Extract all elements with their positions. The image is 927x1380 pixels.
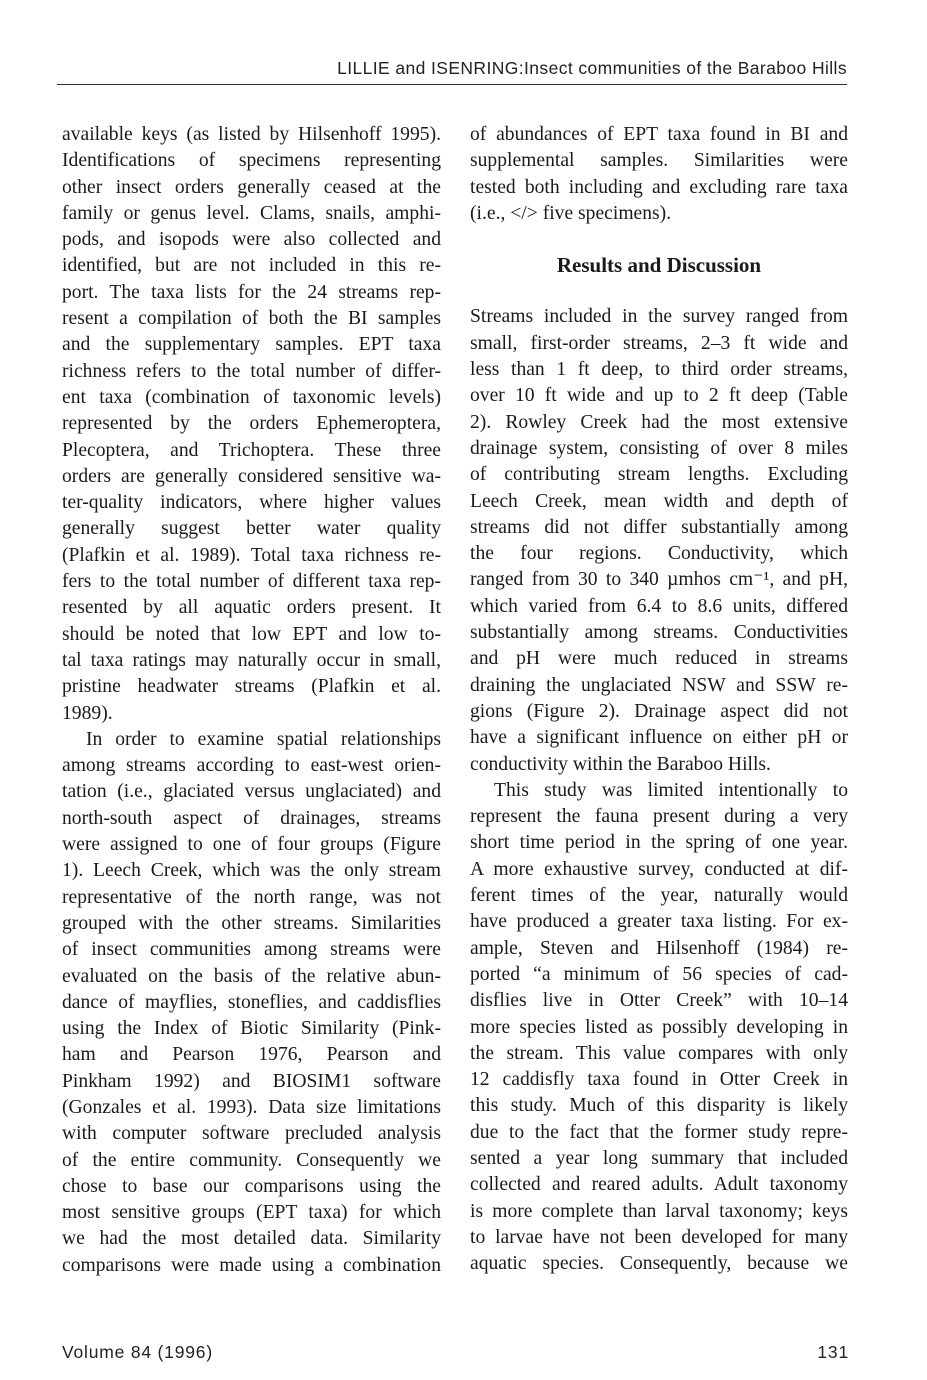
text-line: Pinkham 1992) and BIOSIM1 software [62, 1070, 441, 1092]
text-line: have produced a greater taxa listing. For ex- [470, 911, 848, 933]
volume-label: Volume 84 (1996) [62, 1342, 213, 1362]
text-line: 1). Leech Creek, which was the only stream [62, 860, 441, 882]
text-line: of abundances of EPT taxa found in BI and [470, 124, 848, 145]
text-line: gions (Figure 2). Drainage aspect did not [470, 700, 848, 722]
text-line: Identifications of specimens representing [62, 150, 441, 172]
text-line: orders are generally considered sensitive wa- [62, 465, 441, 487]
text-line: this study. Much of this disparity is likely [470, 1095, 848, 1117]
text-line: should be noted that low EPT and low to- [62, 623, 441, 645]
text-line: streams did not differ substantially among [470, 516, 848, 538]
text-line: sented a year long summary that included [470, 1147, 848, 1169]
text-line: substantially among streams. Conductivities [470, 622, 848, 644]
left-column [62, 122, 441, 1279]
text-line: ranged from 30 to 340 µmhos cm⁻¹, and pH, [470, 569, 848, 591]
text-line: represent the fauna present during a very [470, 806, 848, 828]
paragraph [470, 304, 848, 777]
text-line: other insect orders generally ceased at the [62, 176, 441, 198]
text-line: fers to the total number of different taxa rep- [62, 571, 441, 593]
text-line: grouped with the other streams. Similarities [62, 912, 441, 934]
text-line: (Gonzales et al. 1993). Data size limitations [62, 1096, 441, 1118]
text-line: ham and Pearson 1976, Pearson and [62, 1044, 441, 1066]
text-line: and the supplementary samples. EPT taxa [62, 334, 441, 356]
text-line: available keys (as listed by Hilsenhoff 1995). [62, 124, 441, 145]
text-line: Plecoptera, and Trichoptera. These three [62, 439, 441, 461]
text-line: disflies live in Otter Creek” with 10–14 [470, 990, 848, 1012]
text-line: represented by the orders Ephemeroptera, [62, 413, 441, 435]
section-heading: Results and Discussion [556, 253, 762, 278]
text-line: small, first-order streams, 2–3 ft wide and [470, 332, 848, 354]
text-line: of insect communities among streams were [62, 939, 441, 961]
text-line: with computer software precluded analysis [62, 1123, 441, 1145]
text-line: 12 caddisfly taxa found in Otter Creek in [470, 1069, 848, 1091]
text-line: In order to examine spatial relationships [86, 728, 441, 750]
text-line: and pH were much reduced in streams [470, 648, 848, 670]
text-line: more species listed as possibly developing in [470, 1016, 848, 1038]
text-line: using the Index of Biotic Similarity (Pink- [62, 1018, 441, 1040]
text-line: we had the most detailed data. Similarity [62, 1228, 441, 1250]
text-line: chose to base our comparisons using the [62, 1175, 441, 1197]
running-head: LILLIE and ISENRING:Insect communities of the Baraboo Hills [337, 58, 847, 78]
text-line: tested both including and excluding rare taxa [470, 176, 848, 198]
text-line: conductivity within the Baraboo Hills. [470, 753, 771, 775]
text-line: is more complete than larval taxonomy; keys [470, 1200, 848, 1222]
text-line: due to the fact that the former study repre- [470, 1121, 848, 1143]
text-line: short time period in the spring of one year. [470, 832, 848, 854]
text-line: 2). Rowley Creek had the most extensive [470, 411, 848, 433]
text-line: less than 1 ft deep, to third order streams, [470, 359, 848, 381]
text-line: drainage system, consisting of over 8 miles [470, 437, 848, 459]
text-line: This study was limited intentionally to [494, 779, 848, 801]
text-line: which varied from 6.4 to 8.6 units, differed [470, 595, 848, 617]
text-line: dance of mayflies, stoneflies, and caddisflies [62, 991, 441, 1013]
text-line: generally suggest better water quality [62, 518, 441, 540]
text-line: ent taxa (combination of taxonomic levels) [62, 386, 441, 408]
text-line: ter-quality indicators, where higher values [62, 492, 441, 514]
text-line: ported “a minimum of 56 species of cad- [470, 963, 848, 985]
text-line: the stream. This value compares with only [470, 1042, 848, 1064]
text-line: pods, and isopods were also collected and [62, 229, 441, 251]
text-line: ferent times of the year, naturally would [470, 885, 848, 907]
text-line: were assigned to one of four groups (Figure [62, 834, 441, 856]
right-column [470, 122, 848, 1277]
text-line: port. The taxa lists for the 24 streams rep- [62, 281, 441, 303]
text-line: the four regions. Conductivity, which [470, 543, 848, 565]
text-line: Streams included in the survey ranged from [470, 306, 848, 328]
text-line: draining the unglaciated NSW and SSW re- [470, 674, 848, 696]
text-line: most sensitive groups (EPT taxa) for which [62, 1202, 441, 1224]
text-line: (Plafkin et al. 1989). Total taxa richness re- [62, 544, 441, 566]
text-line: of contributing stream lengths. Excluding [470, 464, 848, 486]
text-line: richness refers to the total number of differ- [62, 360, 441, 382]
header-rule [57, 84, 847, 85]
text-line: over 10 ft wide and up to 2 ft deep (Table [470, 385, 848, 407]
text-line: (i.e., </> five specimens). [470, 202, 672, 224]
text-line: identified, but are not included in this re- [62, 255, 441, 277]
text-line: Leech Creek, mean width and depth of [470, 490, 848, 512]
text-line: resented by all aquatic orders present. It [62, 597, 441, 619]
text-line: pristine headwater streams (Plafkin et al. [62, 676, 441, 698]
text-line: north-south aspect of drainages, streams [62, 807, 441, 829]
paragraph [62, 727, 441, 1279]
page-number: 131 [817, 1342, 849, 1362]
text-line: aquatic species. Consequently, because we [470, 1253, 848, 1275]
text-line: comparisons were made using a combination [62, 1254, 441, 1276]
text-line: supplemental samples. Similarities were [470, 150, 848, 172]
text-line: ample, Steven and Hilsenhoff (1984) re- [470, 937, 848, 959]
text-line: collected and reared adults. Adult taxonomy [470, 1174, 848, 1196]
text-line: tal taxa ratings may naturally occur in small, [62, 649, 441, 671]
text-line: family or genus level. Clams, snails, amphi- [62, 202, 441, 224]
text-line: of the entire community. Consequently we [62, 1149, 441, 1171]
text-line: have a significant influence on either pH or [470, 727, 848, 749]
text-line: to larvae have not been developed for many [470, 1226, 848, 1248]
text-line: representative of the north range, was not [62, 886, 441, 908]
text-line: among streams according to east-west orien- [62, 755, 441, 777]
paragraph [62, 122, 441, 727]
text-line: resent a compilation of both the BI samples [62, 308, 441, 330]
text-line: evaluated on the basis of the relative abun- [62, 965, 441, 987]
paragraph [470, 778, 848, 1278]
paragraph [470, 122, 848, 227]
text-line: tation (i.e., glaciated versus unglaciated) and [62, 781, 441, 803]
text-line: 1989). [62, 702, 113, 724]
text-line: A more exhaustive survey, conducted at dif- [470, 858, 848, 880]
